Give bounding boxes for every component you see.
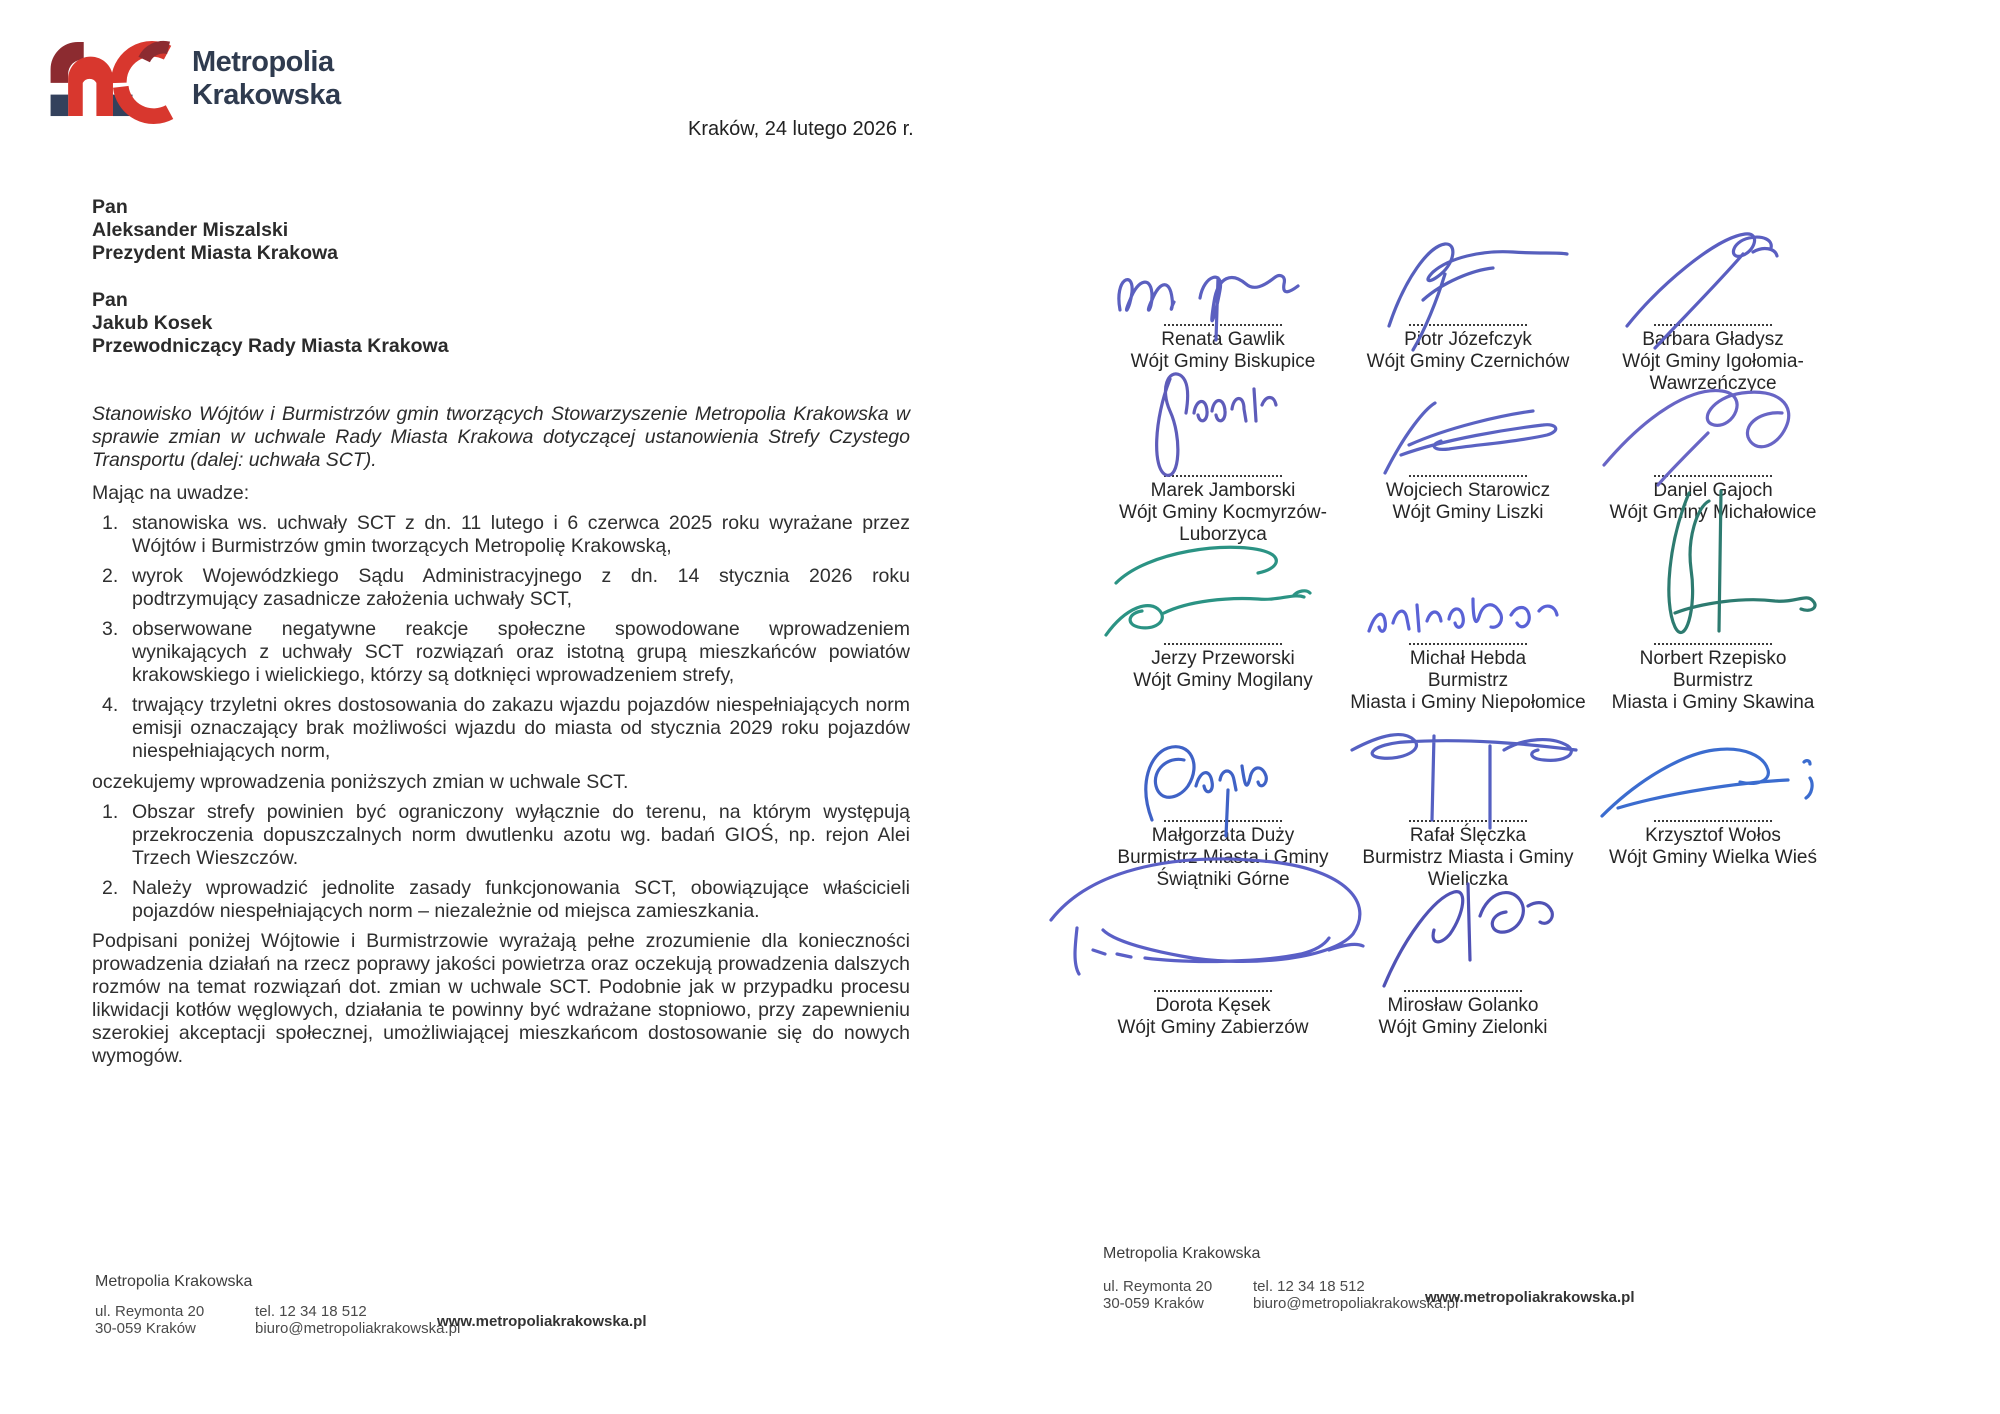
signature-dotted-line (1654, 643, 1772, 645)
recipient-block-1 (92, 196, 910, 265)
signature-ink (1108, 361, 1338, 481)
signature-ink (1108, 728, 1338, 828)
signatory-name: Norbert Rzepisko (1639, 648, 1787, 669)
signatory-name: Małgorzata Duży (1151, 825, 1295, 846)
signature-ink (1338, 712, 1598, 832)
signature-ink (1098, 539, 1348, 649)
signature-block-rzepisko (1572, 569, 1854, 714)
signature-block-hebda (1327, 569, 1609, 714)
signature-dotted-line (1654, 475, 1772, 477)
list-item-text: Obszar strefy powinien być ograniczony wyłącznie do terenu, na którym występują przekroczenia dopuszczalnych norm dwutlenku azotu wg. badań GIOŚ, np. rejon Alei Trzech Wieszczów. (132, 801, 910, 869)
consideration-item (92, 565, 910, 611)
recipient-salutation: Pan (92, 289, 128, 311)
signatory-name: Dorota Kęsek (1155, 995, 1271, 1016)
signature-dotted-line (1154, 990, 1272, 992)
list-item-number: 3. (102, 618, 119, 640)
signature-dotted-line (1409, 643, 1527, 645)
signatory-title: Wójt Gminy Michałowice (1609, 502, 1817, 523)
list-item-text: obserwowane negatywne reakcje społeczne spowodowane wprowadzeniem wynikających z uchwały SCT rozwiązań oraz istotną grupą mieszkańców powiatów krakowskiego i wielickiego, którzy są dotknięci wprowadzeniem strefy, (132, 618, 910, 686)
footer-left-email: biuro@metropoliakrakowska.pl (255, 1320, 461, 1337)
signature-block-duzy (1082, 746, 1364, 891)
signature-ink (1108, 248, 1338, 328)
list-item-text: wyrok Wojewódzkiego Sądu Administracyjnego z dn. 14 stycznia 2026 roku podtrzymujący zasadnicze założenia uchwały SCT, (132, 565, 910, 610)
mk-monogram-icon (48, 40, 176, 118)
list-item-number: 2. (102, 877, 119, 899)
signature-ink (1353, 230, 1583, 330)
footer-left-org: Metropolia Krakowska (95, 1273, 253, 1290)
signature-dotted-line (1654, 820, 1772, 822)
signatory-title: Burmistrz Miasta i Gminy (1362, 847, 1574, 868)
signatory-title: Wójt Gminy Igołomia- (1622, 351, 1804, 372)
demand-item (92, 801, 910, 870)
organization-name-line1: Metropolia (192, 46, 334, 78)
signature-block-kesek (1072, 916, 1354, 1039)
closing-paragraph: Podpisani poniżej Wójtowie i Burmistrzowie wyrażają pełne zrozumienie dla konieczności prowadzenia działań na rzecz poprawy jakości powietrza oraz oczekują prowadzenia dalszych rozmów na temat rozwiązań dot. zmian w uchwale SCT. Podobnie jak w przypadku procesu likwidacji kotłów węglowych, działania te powinny być wdrażane stopniowo, przy zapewnieniu szerokiej akceptacji społecznej, umożliwiającej mieszkańcom dostosowanie się do nowych wymogów. (92, 930, 910, 1067)
signature-block-przeworski (1082, 569, 1364, 692)
signature-dotted-line (1654, 324, 1772, 326)
recipient-name: Jakub Kosek (92, 312, 213, 334)
signatory-name: Krzysztof Wołos (1645, 825, 1781, 846)
organization-name (192, 46, 341, 112)
list-item-text: Należy wprowadzić jednolite zasady funkcjonowania SCT, obowiązujące właścicieli pojazdów niespełniających norm – niezależnie od miejsca zamieszkania. (132, 877, 910, 922)
signatory-title: Burmistrz (1672, 670, 1754, 691)
footer-left-phone: tel. 12 34 18 512 (255, 1303, 367, 1320)
signatory-title: Wieliczka (1427, 869, 1509, 890)
date-line: Kraków, 24 lutego 2026 r. (688, 118, 914, 140)
consideration-item (92, 694, 910, 763)
signature-dotted-line (1164, 475, 1282, 477)
footer-left-address1: ul. Reymonta 20 (95, 1303, 205, 1320)
signatory-title: Wójt Gminy Biskupice (1130, 351, 1316, 372)
signatory-name: Marek Jamborski (1150, 480, 1296, 501)
recipient-salutation: Pan (92, 196, 128, 218)
signatory-name: Rafał Ślęczka (1409, 825, 1527, 846)
list-item-number: 1. (102, 512, 119, 534)
footer-right-org: Metropolia Krakowska (1103, 1245, 1261, 1262)
signature-dotted-line (1164, 643, 1282, 645)
signatory-title: Wójt Gminy Wielka Wieś (1609, 847, 1817, 868)
footer-right-address1: ul. Reymonta 20 (1103, 1278, 1213, 1295)
footer-right-website: www.metropoliakrakowska.pl (1425, 1289, 1635, 1306)
signatory-name: Renata Gawlik (1161, 329, 1285, 350)
signatory-name: Michał Hebda (1409, 648, 1527, 669)
list-item-number: 2. (102, 565, 119, 587)
recipient-name: Aleksander Miszalski (92, 219, 289, 241)
signatory-title: Wójt Gminy Mogilany (1133, 670, 1313, 691)
signatory-name: Piotr Józefczyk (1404, 329, 1532, 350)
signature-block-sleczka (1327, 746, 1609, 891)
signature-ink (1588, 736, 1838, 826)
signature-ink (1353, 575, 1583, 645)
demand-item (92, 877, 910, 923)
consideration-item (92, 618, 910, 687)
signature-block-gawlik (1082, 250, 1364, 373)
footer-left-address2: 30-059 Kraków (95, 1320, 196, 1337)
signature-ink (1603, 222, 1823, 332)
having-regard-line: Mając na uwadze: (92, 482, 250, 504)
signature-dotted-line (1409, 820, 1527, 822)
recipient-title: Prezydent Miasta Krakowa (92, 242, 339, 264)
signatory-name: Daniel Gajoch (1653, 480, 1773, 501)
list-item-number: 1. (102, 801, 119, 823)
letter-subject: Stanowisko Wójtów i Burmistrzów gmin tworzących Stowarzyszenie Metropolia Krakowska w sprawie zmian w uchwale Rady Miasta Krakowa dotyczącej ustanowienia Strefy Czystego Transportu (dalej: uchwała SCT). (92, 403, 910, 471)
signatory-title: Wawrzeńczyce (1649, 373, 1777, 394)
footer-left-website: www.metropoliakrakowska.pl (437, 1313, 647, 1330)
signatory-name: Barbara Gładysz (1642, 329, 1784, 350)
signature-block-golanko (1322, 916, 1604, 1039)
signature-dotted-line (1404, 990, 1522, 992)
signature-block-wolos (1572, 746, 1854, 869)
signatory-title: Burmistrz (1427, 670, 1509, 691)
signature-dotted-line (1409, 475, 1527, 477)
expectation-line: oczekujemy wprowadzenia poniższych zmian w uchwale SCT. (92, 771, 629, 793)
footer-right-address2: 30-059 Kraków (1103, 1295, 1204, 1312)
signature-block-gajoch (1572, 401, 1854, 524)
signature-block-jozefczyk (1327, 250, 1609, 373)
signature-dotted-line (1164, 820, 1282, 822)
signatory-name: Mirosław Golanko (1387, 995, 1539, 1016)
list-item-text: trwający trzyletni okres dostosowania do zakazu wjazdu pojazdów niespełniających norm emisji oznaczający brak możliwości wjazdu do miasta od stycznia 2029 roku pojazdów niespełniających norm, (132, 694, 910, 762)
signatory-title: Wójt Gminy Zabierzów (1117, 1017, 1309, 1038)
signatory-title: Świątniki Górne (1156, 869, 1290, 890)
organization-logo (48, 40, 341, 118)
recipient-title: Przewodniczący Rady Miasta Krakowa (92, 335, 449, 357)
signatory-title: Burmistrz Miasta i Gminy (1117, 847, 1329, 868)
signatory-title: Miasta i Gminy Niepołomice (1350, 692, 1586, 713)
letter-body (92, 196, 910, 1068)
signatory-title: Miasta i Gminy Skawina (1611, 692, 1815, 713)
signatory-title: Wójt Gminy Liszki (1392, 502, 1544, 523)
signatory-name: Jerzy Przeworski (1151, 648, 1295, 669)
list-item-text: stanowiska ws. uchwały SCT z dn. 11 lutego i 6 czerwca 2025 roku wyrażane przez Wójtów i Burmistrzów gmin tworzących Metropolię Krakowską, (132, 512, 910, 557)
organization-name-line2: Krakowska (192, 79, 341, 111)
signature-ink (1353, 389, 1583, 479)
signatory-name: Wojciech Starowicz (1385, 480, 1551, 501)
signatory-title: Wójt Gminy Zielonki (1378, 1017, 1548, 1038)
signatory-title: Wójt Gminy Czernichów (1366, 351, 1570, 372)
footer-right-phone: tel. 12 34 18 512 (1253, 1278, 1365, 1295)
consideration-item (92, 512, 910, 558)
list-item-number: 4. (102, 694, 119, 716)
signature-block-starowicz (1327, 401, 1609, 524)
signature-dotted-line (1409, 324, 1527, 326)
footer-right-email: biuro@metropoliakrakowska.pl (1253, 1295, 1459, 1312)
signature-block-jamborski (1082, 401, 1364, 546)
recipient-block-2 (92, 289, 910, 358)
signature-block-gladysz (1572, 250, 1854, 395)
signatory-title: Luborzyca (1179, 524, 1267, 545)
signature-dotted-line (1164, 324, 1282, 326)
signatory-title: Wójt Gminy Kocmyrzów- (1119, 502, 1327, 523)
